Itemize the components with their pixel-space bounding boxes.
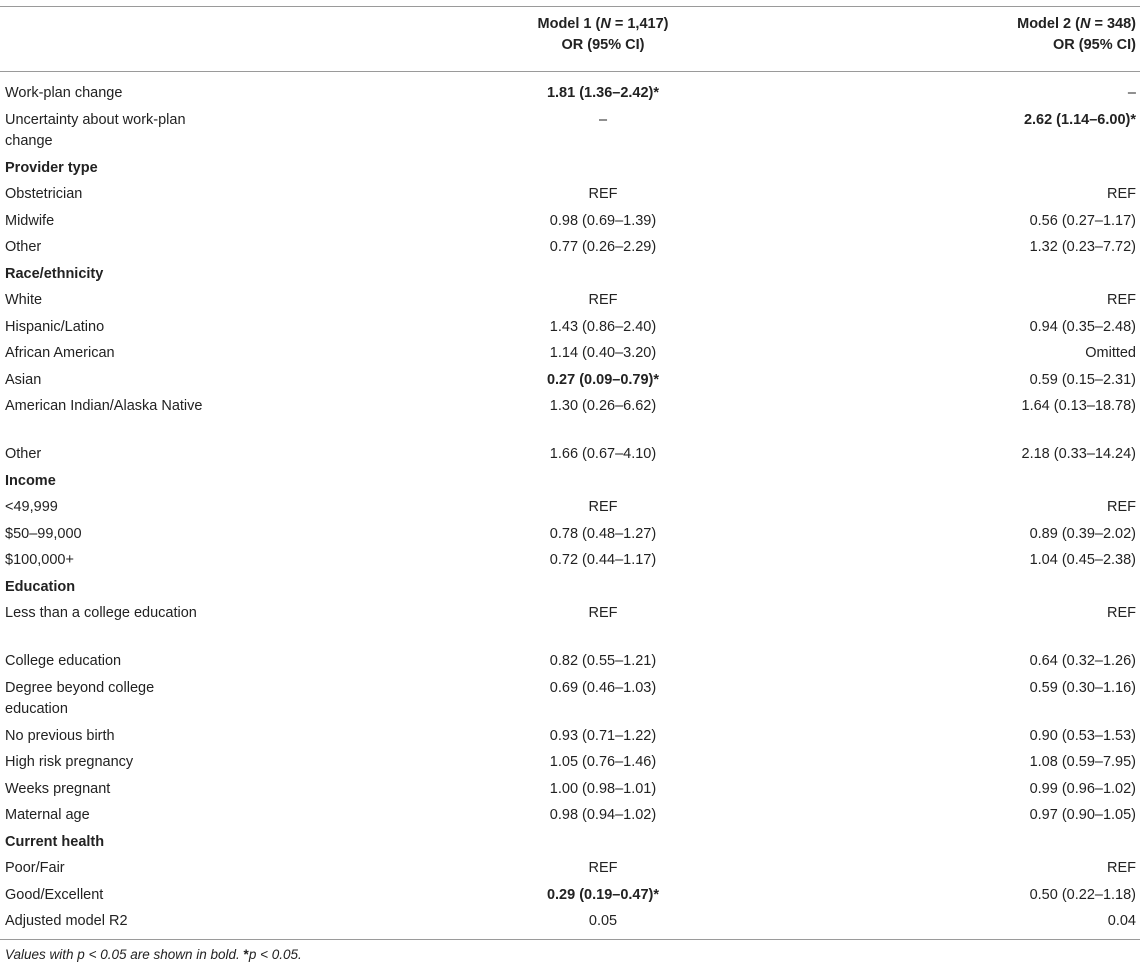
row-label: No previous birth — [5, 727, 115, 744]
model1-value: 1.66 (0.67–4.10) — [549, 446, 657, 462]
model2-value: 2.18 (0.33–14.24) — [1021, 446, 1136, 462]
model2-title: Model 2 (N = 348) — [1017, 16, 1136, 32]
row-label: African American — [5, 345, 115, 361]
model2-value: REF — [1107, 292, 1136, 308]
row-label: College education — [5, 653, 122, 669]
model2-value: REF — [1107, 186, 1136, 202]
model2-value: 0.90 (0.53–1.53) — [1029, 727, 1136, 744]
row-label: Uncertainty about work-plan change — [5, 111, 186, 149]
model1-value: 0.78 (0.48–1.27) — [549, 525, 657, 542]
row-label: Weeks pregnant — [5, 780, 111, 797]
model1-value: 1.00 (0.98–1.01) — [549, 780, 657, 797]
model1-value: 0.05 — [588, 913, 618, 929]
row-label: Other — [5, 239, 42, 255]
section-label: Current health — [5, 833, 105, 850]
model1-value: 0.69 (0.46–1.03) — [549, 679, 657, 696]
model1-value: 0.82 (0.55–1.21) — [549, 653, 657, 669]
row-label: Other — [5, 446, 42, 462]
bottom-rule — [0, 939, 1140, 940]
model1-value: REF — [588, 292, 618, 308]
model2-header — [930, 14, 1136, 56]
model1-value: 0.72 (0.44–1.17) — [549, 552, 657, 568]
model1-value: REF — [588, 605, 618, 621]
model1-value: REF — [588, 499, 618, 515]
model2-value: 0.99 (0.96–1.02) — [1029, 780, 1136, 797]
model2-subtitle: OR (95% CI) — [1053, 37, 1136, 53]
row-label: Less than a college education — [5, 605, 197, 621]
model1-title: Model 1 (N = 1,417) — [537, 16, 669, 32]
model2-value: 1.08 (0.59–7.95) — [1029, 754, 1136, 770]
model1-value: 0.93 (0.71–1.22) — [549, 727, 657, 744]
row-label: Hispanic/Latino — [5, 318, 105, 335]
model1-value: – — [598, 111, 608, 128]
model1-value: 0.77 (0.26–2.29) — [549, 239, 657, 255]
model2-value: – — [1127, 85, 1136, 101]
row-label: White — [5, 292, 43, 308]
model1-header — [500, 14, 706, 56]
model1-value: 0.98 (0.94–1.02) — [549, 807, 657, 823]
model2-value: 0.64 (0.32–1.26) — [1029, 653, 1136, 669]
top-rule — [0, 6, 1140, 7]
row-label: High risk pregnancy — [5, 754, 134, 770]
model1-value: 0.27 (0.09–0.79)* — [546, 371, 660, 388]
model1-subtitle: OR (95% CI) — [561, 37, 645, 53]
model2-value: 0.50 (0.22–1.18) — [1029, 886, 1136, 903]
section-label: Income — [5, 472, 56, 489]
model2-value: 0.56 (0.27–1.17) — [1029, 212, 1136, 229]
section-label: Education — [5, 578, 76, 595]
model2-value: 1.04 (0.45–2.38) — [1029, 552, 1136, 568]
row-label: Adjusted model R2 — [5, 913, 128, 929]
model2-value: 0.04 — [1107, 913, 1136, 929]
model1-value: 1.30 (0.26–6.62) — [549, 398, 657, 414]
section-label: Race/ethnicity — [5, 265, 104, 282]
model2-value: REF — [1107, 605, 1136, 621]
model2-value: 0.59 (0.15–2.31) — [1029, 371, 1136, 388]
model2-value: 0.59 (0.30–1.16) — [1029, 679, 1136, 696]
model1-value: REF — [588, 186, 618, 202]
row-label: Good/Excellent — [5, 886, 104, 903]
row-label: Maternal age — [5, 807, 90, 823]
row-label: Degree beyond college education — [5, 679, 155, 717]
model1-value: 0.98 (0.69–1.39) — [549, 212, 657, 229]
model2-value: 0.97 (0.90–1.05) — [1029, 807, 1136, 823]
model2-value: 1.32 (0.23–7.72) — [1029, 239, 1136, 255]
model2-value: REF — [1107, 860, 1136, 876]
row-label: $100,000+ — [5, 552, 74, 568]
model2-value: 0.89 (0.39–2.02) — [1029, 525, 1136, 542]
model2-value: 0.94 (0.35–2.48) — [1029, 318, 1136, 335]
model1-value: 1.43 (0.86–2.40) — [549, 318, 657, 335]
row-label: Obstetrician — [5, 186, 83, 202]
table-footnote: Values with p < 0.05 are shown in bold. *p < 0.05. — [5, 947, 302, 962]
row-label: American Indian/Alaska Native — [5, 398, 203, 414]
model2-value: 1.64 (0.13–18.78) — [1021, 398, 1136, 414]
row-label: $50–99,000 — [5, 525, 82, 542]
section-label: Provider type — [5, 159, 98, 176]
model1-value: 1.14 (0.40–3.20) — [549, 345, 657, 361]
model1-value: 0.29 (0.19–0.47)* — [546, 886, 660, 903]
model2-value: REF — [1107, 499, 1136, 515]
header-rule — [0, 71, 1140, 72]
model1-value: 1.81 (1.36–2.42)* — [546, 85, 660, 101]
model1-value: REF — [588, 860, 618, 876]
row-label: <49,999 — [5, 499, 58, 515]
model2-value: Omitted — [1085, 345, 1136, 361]
model2-value: 2.62 (1.14–6.00)* — [1023, 111, 1136, 128]
row-label: Midwife — [5, 212, 55, 229]
model1-value: 1.05 (0.76–1.46) — [549, 754, 657, 770]
row-label: Asian — [5, 371, 42, 388]
row-label: Poor/Fair — [5, 860, 65, 876]
row-label: Work-plan change — [5, 85, 123, 101]
